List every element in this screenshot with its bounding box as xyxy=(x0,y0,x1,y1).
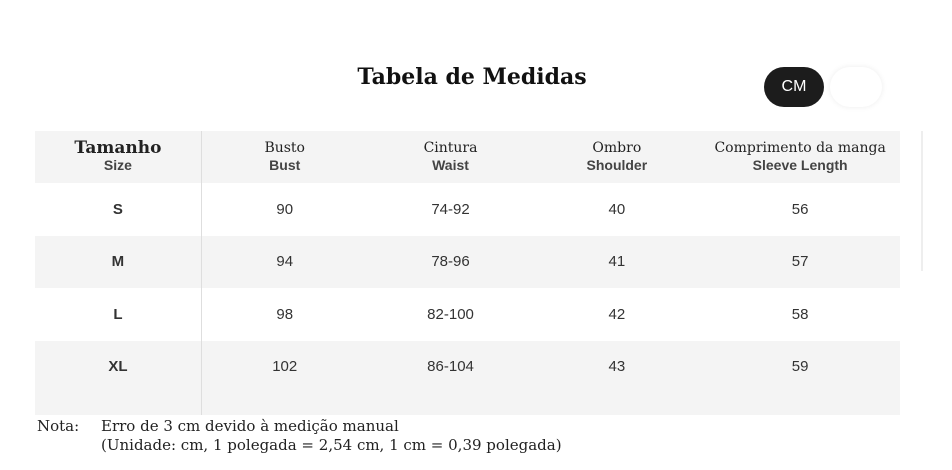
shoulder-cell: 43 xyxy=(608,358,626,376)
note-line-2: (Unidade: cm, 1 polegada = 2,54 cm, 1 cm = 0,39 polegada) xyxy=(101,436,562,454)
sleeve-cell: 59 xyxy=(791,358,809,376)
header-sleeve-en: Sleeve Length xyxy=(752,157,848,173)
header-size-en: Size xyxy=(103,157,132,173)
page-title: Tabela de Medidas xyxy=(357,64,587,90)
header-sleeve-pt: Comprimento da manga xyxy=(714,140,886,156)
size-cell: XL xyxy=(35,341,202,394)
shoulder-cell: 40 xyxy=(608,200,626,218)
unit-toggle[interactable] xyxy=(764,67,882,107)
table-row xyxy=(35,236,900,289)
header-waist xyxy=(368,140,534,174)
size-cell: L xyxy=(35,288,202,341)
header-shoulder xyxy=(533,140,700,174)
measurement-note xyxy=(37,417,562,455)
size-table xyxy=(35,131,900,415)
shoulder-cell: 41 xyxy=(608,253,626,271)
waist-cell: 78-96 xyxy=(431,253,470,271)
shoulder-cell: 42 xyxy=(608,305,626,323)
unit-inch-button[interactable] xyxy=(830,67,882,107)
header-size xyxy=(35,131,202,183)
scrollbar[interactable] xyxy=(921,131,923,271)
note-line-1: Erro de 3 cm devido à medição manual xyxy=(101,417,399,435)
header-waist-pt: Cintura xyxy=(423,140,478,156)
header-bust xyxy=(202,140,368,174)
bust-cell: 102 xyxy=(272,358,298,376)
header-shoulder-en: Shoulder xyxy=(586,157,648,173)
note-label: Nota: xyxy=(37,417,80,435)
table-row xyxy=(35,183,900,236)
header-bust-pt: Busto xyxy=(264,140,305,156)
waist-cell: 82-100 xyxy=(427,305,474,323)
sleeve-cell: 57 xyxy=(791,253,809,271)
header-sleeve xyxy=(700,140,900,174)
bust-cell: 98 xyxy=(276,305,294,323)
size-cell: S xyxy=(35,183,202,236)
table-row xyxy=(35,341,900,394)
header-waist-en: Waist xyxy=(432,157,469,173)
bust-cell: 94 xyxy=(276,253,294,271)
waist-cell: 74-92 xyxy=(431,200,470,218)
sleeve-cell: 58 xyxy=(791,305,809,323)
waist-cell: 86-104 xyxy=(427,358,474,376)
header-bust-en: Bust xyxy=(269,157,301,173)
table-footer-divider xyxy=(35,393,202,415)
header-size-pt: Tamanho xyxy=(74,138,162,158)
table-header-row xyxy=(35,131,900,183)
unit-cm-button[interactable]: CM xyxy=(764,67,824,107)
table-row xyxy=(35,288,900,341)
bust-cell: 90 xyxy=(276,200,294,218)
header-shoulder-pt: Ombro xyxy=(592,140,642,156)
table-footer-strip xyxy=(35,393,900,415)
size-cell: M xyxy=(35,236,202,289)
sleeve-cell: 56 xyxy=(791,200,809,218)
